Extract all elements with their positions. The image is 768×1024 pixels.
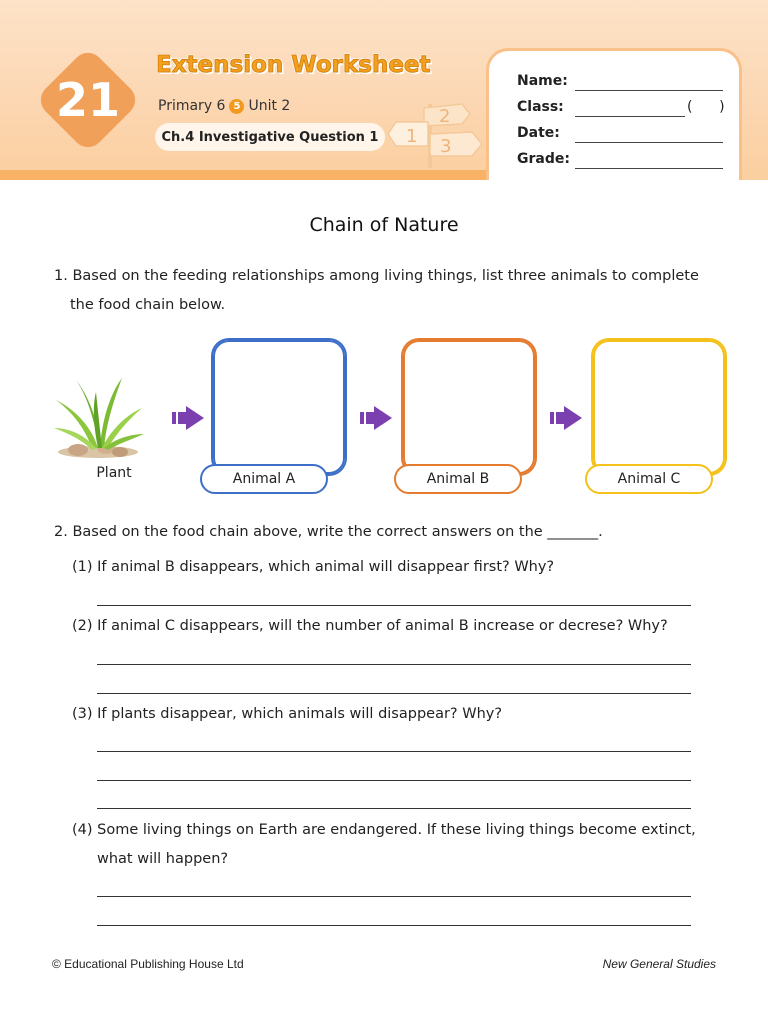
header-stripe bbox=[0, 170, 500, 180]
animal-b-label: Animal B bbox=[394, 464, 522, 494]
class-label: Class: bbox=[517, 99, 564, 115]
question-2-4-line-1: (4) Some living things on Earth are endangered. If these living things become extinct, bbox=[72, 822, 696, 838]
name-label: Name: bbox=[517, 73, 568, 89]
student-info-card bbox=[486, 48, 742, 180]
series-name: New General Studies bbox=[602, 957, 716, 971]
animal-a-label: Animal A bbox=[200, 464, 328, 494]
signpost-icon bbox=[384, 100, 484, 170]
grade-label: Grade: bbox=[517, 151, 570, 167]
question-2-4-line-2: what will happen? bbox=[97, 851, 229, 867]
answer-line[interactable] bbox=[97, 751, 691, 752]
name-field[interactable] bbox=[575, 90, 723, 91]
worksheet-header bbox=[0, 0, 768, 180]
answer-line[interactable] bbox=[97, 605, 691, 606]
question-2-3: (3) If plants disappear, which animals will disappear? Why? bbox=[72, 706, 503, 722]
grade-unit-line bbox=[158, 98, 290, 114]
class-number-field[interactable]: ( ) bbox=[687, 99, 725, 115]
signpost-number-3: 3 bbox=[440, 136, 452, 157]
unit-number: 21 bbox=[55, 73, 120, 127]
answer-line[interactable] bbox=[97, 664, 691, 665]
answer-line[interactable] bbox=[97, 925, 691, 926]
question-2-2: (2) If animal C disappears, will the number of animal B increase or decrese? Why? bbox=[72, 618, 668, 634]
unit-badge bbox=[30, 42, 146, 158]
animal-c-label: Animal C bbox=[585, 464, 713, 494]
answer-line[interactable] bbox=[97, 808, 691, 809]
class-field[interactable] bbox=[575, 116, 685, 117]
plant-icon bbox=[50, 372, 146, 462]
question-1-line-2: the food chain below. bbox=[70, 297, 226, 313]
animal-c-box[interactable] bbox=[589, 336, 729, 478]
question-2-1: (1) If animal B disappears, which animal will disappear first? Why? bbox=[72, 559, 555, 575]
question-2-intro: 2. Based on the food chain above, write the correct answers on the _______. bbox=[54, 524, 603, 540]
answer-line[interactable] bbox=[97, 896, 691, 897]
arrow-right-icon bbox=[172, 404, 206, 432]
unit-label: Unit 2 bbox=[248, 98, 291, 114]
chapter-label: Ch.4 Investigative Question 1 bbox=[155, 123, 385, 151]
plant-label: Plant bbox=[96, 465, 132, 481]
question-1-line-1: 1. Based on the feeding relationships among living things, list three animals to complete bbox=[54, 268, 699, 284]
animal-b-box[interactable] bbox=[399, 336, 539, 478]
primary-level: Primary 6 bbox=[158, 98, 226, 114]
signpost-number-1: 1 bbox=[406, 126, 418, 147]
signpost-number-2: 2 bbox=[439, 106, 451, 127]
page-title: Chain of Nature bbox=[309, 214, 459, 236]
answer-line[interactable] bbox=[97, 780, 691, 781]
arrow-right-icon bbox=[550, 404, 584, 432]
publisher-copyright: © Educational Publishing House Ltd bbox=[52, 957, 244, 971]
volume-number: 5 bbox=[229, 99, 244, 114]
answer-line[interactable] bbox=[97, 693, 691, 694]
animal-a-box[interactable] bbox=[209, 336, 349, 478]
date-field[interactable] bbox=[575, 142, 723, 143]
date-label: Date: bbox=[517, 125, 560, 141]
worksheet-title: Extension Worksheet bbox=[156, 52, 431, 78]
arrow-right-icon bbox=[360, 404, 394, 432]
grade-field[interactable] bbox=[575, 168, 723, 169]
